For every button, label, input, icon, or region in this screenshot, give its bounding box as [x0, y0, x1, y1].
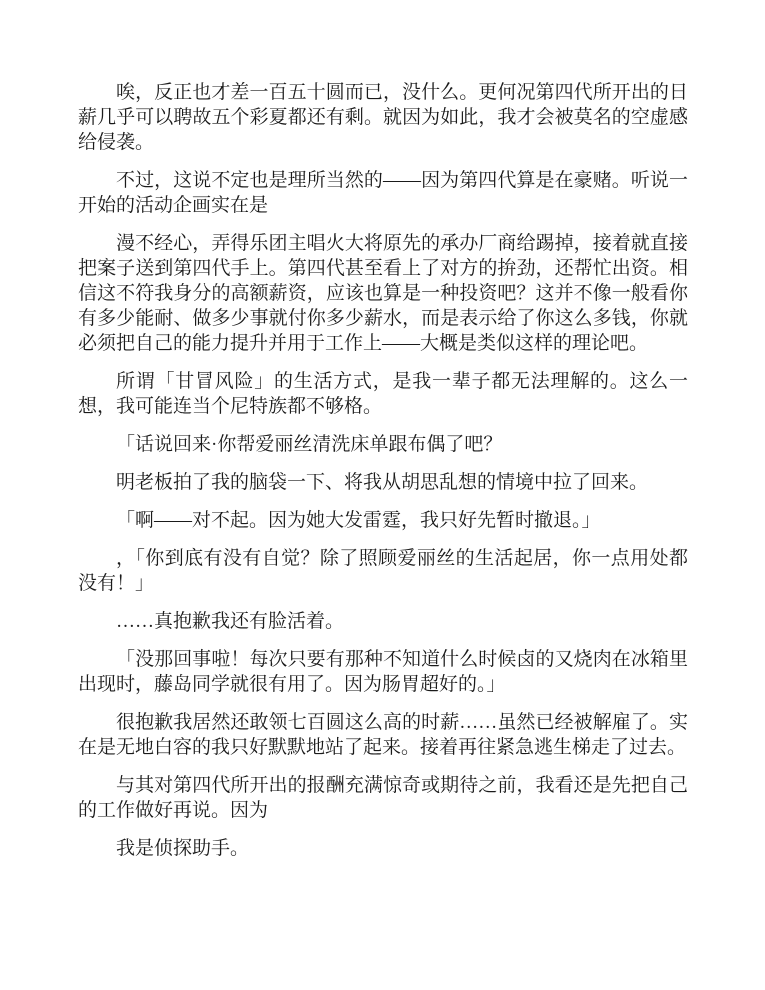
paragraph: 很抱歉我居然还敢领七百圆这么高的时薪……虽然已经被解雇了。实在是无地白容的我只好默默地站了起来。接着再往紧急逃生梯走了过去。 — [78, 712, 688, 758]
text-block — [78, 80, 688, 861]
paragraph: 「没那回事啦！每次只要有那种不知道什么时候卤的又烧肉在冰箱里出现时，藤岛同学就很有用了。因为肠胃超好的。」 — [78, 649, 688, 695]
paragraph: 与其对第四代所开出的报酬充满惊奇或期待之前，我看还是先把自己的工作做好再说。因为 — [78, 775, 688, 821]
paragraph: 「啊——对不起。因为她大发雷霆，我只好先暂时撤退。」 — [116, 510, 601, 531]
paragraph: 不过，这说不定也是理所当然的——因为第四代算是在豪赌。听说一开始的活动企画实在是 — [78, 170, 688, 216]
paragraph: 所谓「甘冒风险」的生活方式，是我一辈子都无法理解的。这么一想，我可能连当个尼特族都不够格。 — [78, 371, 688, 417]
paragraph: 我是侦探助手。 — [116, 838, 250, 859]
paragraph: 唉，反正也才差一百五十圆而已，没什么。更何况第四代所开出的日薪几乎可以聘故五个彩夏都还有剩。就因为如此，我才会被莫名的空虚感给侵袭。 — [78, 82, 688, 153]
paragraph: 「话说回来·你帮爱丽丝清洗床单跟布偶了吧？ — [116, 434, 503, 455]
paragraph: 漫不经心，弄得乐团主唱火大将原先的承办厂商给踢掉，接着就直接把案子送到第四代手上。第四代甚至看上了对方的拚劲，还帮忙出资。相信这不符我身分的高额薪资，应该也算是一种投资吧？这并不像一般看你有多少能耐、做多少事就付你多少薪水，而是表示给了你这么多钱，你就必须把自己的能力提升并用于工作上——大概是类似这样的理论吧。 — [78, 233, 688, 354]
paragraph: ，「你到底有没有自觉？除了照顾爱丽丝的生活起居，你一点用处都没有！」 — [78, 548, 688, 594]
paragraph: ……真抱歉我还有脸活着。 — [116, 611, 345, 632]
paragraph: 明老板拍了我的脑袋一下、将我从胡思乱想的情境中拉了回来。 — [116, 472, 649, 493]
